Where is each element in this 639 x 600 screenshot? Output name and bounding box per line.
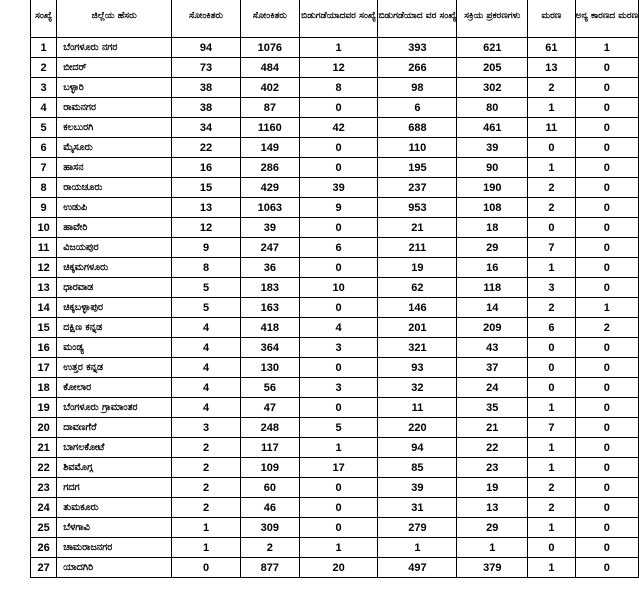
- header-new-infected: ಸೋಂಕಿತರು: [172, 0, 241, 38]
- cell-new-infected: 73: [172, 58, 241, 78]
- cell-serial: 22: [31, 458, 57, 478]
- cell-total-discharged: 201: [378, 318, 457, 338]
- cell-district: ಉಡುಪಿ: [57, 198, 172, 218]
- cell-total-discharged: 266: [378, 58, 457, 78]
- cell-total-discharged: 1: [378, 538, 457, 558]
- cell-discharged-today: 20: [299, 558, 378, 578]
- cell-district: ಬಳ್ಳಾರಿ: [57, 78, 172, 98]
- cell-discharged-today: 9: [299, 198, 378, 218]
- cell-serial: 14: [31, 298, 57, 318]
- cell-serial: 9: [31, 198, 57, 218]
- cell-serial: 15: [31, 318, 57, 338]
- cell-deaths: 2: [528, 478, 576, 498]
- cell-active-cases: 379: [457, 558, 528, 578]
- cell-other-deaths: 0: [575, 398, 638, 418]
- cell-other-deaths: 1: [575, 38, 638, 58]
- cell-new-infected: 4: [172, 358, 241, 378]
- cell-serial: 6: [31, 138, 57, 158]
- cell-total-discharged: 688: [378, 118, 457, 138]
- cell-new-infected: 12: [172, 218, 241, 238]
- cell-district: ಮೈಸೂರು: [57, 138, 172, 158]
- cell-discharged-today: 1: [299, 438, 378, 458]
- cell-discharged-today: 0: [299, 498, 378, 518]
- cell-active-cases: 18: [457, 218, 528, 238]
- table-row: [31, 478, 639, 498]
- cell-serial: 18: [31, 378, 57, 398]
- cell-serial: 1: [31, 38, 57, 58]
- cell-total-discharged: 953: [378, 198, 457, 218]
- cell-active-cases: 118: [457, 278, 528, 298]
- cell-new-infected: 16: [172, 158, 241, 178]
- cell-discharged-today: 0: [299, 98, 378, 118]
- cell-deaths: 2: [528, 498, 576, 518]
- cell-discharged-today: 1: [299, 38, 378, 58]
- cell-discharged-today: 0: [299, 478, 378, 498]
- cell-district: ದಕ್ಷಿಣ ಕನ್ನಡ: [57, 318, 172, 338]
- cell-district: ಬೆಳಗಾವಿ: [57, 518, 172, 538]
- table-row: [31, 418, 639, 438]
- cell-new-infected: 13: [172, 198, 241, 218]
- cell-district: ಕೋಲಾರ: [57, 378, 172, 398]
- cell-deaths: 1: [528, 518, 576, 538]
- cell-deaths: 2: [528, 178, 576, 198]
- cell-new-infected: 2: [172, 458, 241, 478]
- cell-active-cases: 13: [457, 498, 528, 518]
- table-row: [31, 518, 639, 538]
- cell-district: ಧಾರವಾಡ: [57, 278, 172, 298]
- cell-total-infected: 39: [240, 218, 299, 238]
- cell-district: ಹಾಸನ: [57, 158, 172, 178]
- cell-deaths: 13: [528, 58, 576, 78]
- cell-deaths: 0: [528, 538, 576, 558]
- cell-new-infected: 9: [172, 238, 241, 258]
- cell-discharged-today: 8: [299, 78, 378, 98]
- cell-district: ಬಾಗಲಕೋಟೆ: [57, 438, 172, 458]
- cell-district: ಹಾವೇರಿ: [57, 218, 172, 238]
- cell-other-deaths: 0: [575, 498, 638, 518]
- table-row: [31, 258, 639, 278]
- cell-serial: 4: [31, 98, 57, 118]
- cell-active-cases: 19: [457, 478, 528, 498]
- cell-district: ಬೆಂಗಳೂರು ಗ್ರಾಮಾಂತರ: [57, 398, 172, 418]
- cell-total-discharged: 195: [378, 158, 457, 178]
- cell-new-infected: 4: [172, 318, 241, 338]
- header-active-cases: ಸಕ್ರಿಯ ಪ್ರಕರಣಗಳು: [457, 0, 528, 38]
- cell-discharged-today: 42: [299, 118, 378, 138]
- cell-other-deaths: 0: [575, 58, 638, 78]
- cell-total-infected: 183: [240, 278, 299, 298]
- table-header-row: [31, 0, 639, 38]
- cell-serial: 11: [31, 238, 57, 258]
- header-deaths: ಮರಣ: [528, 0, 576, 38]
- cell-total-discharged: 39: [378, 478, 457, 498]
- table-row: [31, 38, 639, 58]
- table-row: [31, 538, 639, 558]
- cell-active-cases: 37: [457, 358, 528, 378]
- cell-total-discharged: 94: [378, 438, 457, 458]
- header-discharged-today: ಬಿಡುಗಡೆಯಾದವರ ಸಂಖ್ಯೆ: [299, 0, 378, 38]
- cell-total-infected: 130: [240, 358, 299, 378]
- cell-deaths: 11: [528, 118, 576, 138]
- header-serial: ಸಂಖ್ಯೆ: [31, 0, 57, 38]
- cell-other-deaths: 0: [575, 218, 638, 238]
- district-case-table: [30, 0, 639, 578]
- cell-total-discharged: 146: [378, 298, 457, 318]
- cell-new-infected: 4: [172, 398, 241, 418]
- cell-total-infected: 46: [240, 498, 299, 518]
- cell-deaths: 7: [528, 418, 576, 438]
- cell-active-cases: 108: [457, 198, 528, 218]
- cell-discharged-today: 3: [299, 378, 378, 398]
- cell-active-cases: 190: [457, 178, 528, 198]
- cell-total-infected: 247: [240, 238, 299, 258]
- cell-discharged-today: 0: [299, 138, 378, 158]
- cell-deaths: 0: [528, 218, 576, 238]
- cell-serial: 3: [31, 78, 57, 98]
- cell-new-infected: 3: [172, 418, 241, 438]
- header-total-infected: ಸೋಂಕಿತರು: [240, 0, 299, 38]
- cell-deaths: 2: [528, 298, 576, 318]
- cell-total-infected: 364: [240, 338, 299, 358]
- cell-discharged-today: 0: [299, 218, 378, 238]
- cell-total-infected: 418: [240, 318, 299, 338]
- cell-active-cases: 205: [457, 58, 528, 78]
- table-row: [31, 218, 639, 238]
- cell-new-infected: 15: [172, 178, 241, 198]
- cell-deaths: 0: [528, 378, 576, 398]
- cell-total-discharged: 237: [378, 178, 457, 198]
- cell-district: ಚಿಕ್ಕಬಳ್ಳಾಪುರ: [57, 298, 172, 318]
- cell-total-discharged: 497: [378, 558, 457, 578]
- cell-deaths: 1: [528, 258, 576, 278]
- cell-serial: 20: [31, 418, 57, 438]
- table-row: [31, 198, 639, 218]
- cell-new-infected: 1: [172, 518, 241, 538]
- table-row: [31, 438, 639, 458]
- cell-total-infected: 286: [240, 158, 299, 178]
- cell-total-infected: 484: [240, 58, 299, 78]
- cell-active-cases: 16: [457, 258, 528, 278]
- table-row: [31, 498, 639, 518]
- cell-active-cases: 14: [457, 298, 528, 318]
- cell-active-cases: 209: [457, 318, 528, 338]
- cell-new-infected: 4: [172, 378, 241, 398]
- table-row: [31, 138, 639, 158]
- cell-other-deaths: 0: [575, 458, 638, 478]
- cell-discharged-today: 0: [299, 258, 378, 278]
- cell-district: ರಾಮನಗರ: [57, 98, 172, 118]
- cell-other-deaths: 0: [575, 258, 638, 278]
- cell-discharged-today: 5: [299, 418, 378, 438]
- cell-serial: 26: [31, 538, 57, 558]
- cell-serial: 27: [31, 558, 57, 578]
- cell-total-discharged: 19: [378, 258, 457, 278]
- cell-total-discharged: 321: [378, 338, 457, 358]
- cell-other-deaths: 0: [575, 78, 638, 98]
- table-row: [31, 358, 639, 378]
- cell-serial: 25: [31, 518, 57, 538]
- cell-deaths: 1: [528, 558, 576, 578]
- cell-other-deaths: 0: [575, 378, 638, 398]
- cell-total-discharged: 32: [378, 378, 457, 398]
- cell-other-deaths: 0: [575, 118, 638, 138]
- cell-total-infected: 47: [240, 398, 299, 418]
- cell-new-infected: 94: [172, 38, 241, 58]
- cell-deaths: 2: [528, 198, 576, 218]
- cell-total-infected: 163: [240, 298, 299, 318]
- cell-total-discharged: 279: [378, 518, 457, 538]
- cell-discharged-today: 1: [299, 538, 378, 558]
- cell-active-cases: 29: [457, 518, 528, 538]
- cell-deaths: 0: [528, 338, 576, 358]
- cell-district: ಶಿವಮೊಗ್ಗ: [57, 458, 172, 478]
- cell-new-infected: 1: [172, 538, 241, 558]
- cell-total-infected: 1160: [240, 118, 299, 138]
- cell-other-deaths: 0: [575, 438, 638, 458]
- cell-other-deaths: 0: [575, 198, 638, 218]
- cell-other-deaths: 0: [575, 98, 638, 118]
- cell-discharged-today: 0: [299, 358, 378, 378]
- table-body: [31, 38, 639, 578]
- cell-active-cases: 39: [457, 138, 528, 158]
- cell-deaths: 1: [528, 158, 576, 178]
- cell-other-deaths: 0: [575, 418, 638, 438]
- cell-other-deaths: 0: [575, 178, 638, 198]
- cell-serial: 19: [31, 398, 57, 418]
- cell-total-discharged: 21: [378, 218, 457, 238]
- cell-active-cases: 621: [457, 38, 528, 58]
- cell-district: ವಿಜಯಪುರ: [57, 238, 172, 258]
- table-row: [31, 338, 639, 358]
- table-row: [31, 158, 639, 178]
- cell-total-infected: 1076: [240, 38, 299, 58]
- cell-serial: 10: [31, 218, 57, 238]
- cell-new-infected: 5: [172, 278, 241, 298]
- cell-total-infected: 309: [240, 518, 299, 538]
- cell-total-discharged: 11: [378, 398, 457, 418]
- table-row: [31, 458, 639, 478]
- cell-active-cases: 22: [457, 438, 528, 458]
- table-row: [31, 298, 639, 318]
- cell-total-discharged: 393: [378, 38, 457, 58]
- cell-total-infected: 117: [240, 438, 299, 458]
- cell-deaths: 3: [528, 278, 576, 298]
- cell-new-infected: 38: [172, 78, 241, 98]
- cell-total-infected: 149: [240, 138, 299, 158]
- cell-serial: 13: [31, 278, 57, 298]
- cell-total-discharged: 6: [378, 98, 457, 118]
- cell-total-infected: 877: [240, 558, 299, 578]
- cell-active-cases: 1: [457, 538, 528, 558]
- cell-new-infected: 2: [172, 478, 241, 498]
- cell-other-deaths: 0: [575, 478, 638, 498]
- cell-district: ಚಿಕ್ಕಮಗಳೂರು: [57, 258, 172, 278]
- cell-deaths: 1: [528, 438, 576, 458]
- cell-new-infected: 5: [172, 298, 241, 318]
- table-row: [31, 398, 639, 418]
- cell-active-cases: 43: [457, 338, 528, 358]
- cell-deaths: 2: [528, 78, 576, 98]
- header-other-deaths: ಅನ್ಯ ಕಾರಣದ ಮರಣ: [575, 0, 638, 38]
- table-row: [31, 378, 639, 398]
- cell-total-discharged: 98: [378, 78, 457, 98]
- cell-deaths: 6: [528, 318, 576, 338]
- cell-active-cases: 302: [457, 78, 528, 98]
- cell-serial: 24: [31, 498, 57, 518]
- cell-deaths: 61: [528, 38, 576, 58]
- cell-other-deaths: 0: [575, 338, 638, 358]
- cell-total-infected: 1063: [240, 198, 299, 218]
- cell-discharged-today: 17: [299, 458, 378, 478]
- cell-new-infected: 38: [172, 98, 241, 118]
- cell-serial: 21: [31, 438, 57, 458]
- cell-new-infected: 4: [172, 338, 241, 358]
- cell-district: ದಾವಣಗೆರೆ: [57, 418, 172, 438]
- cell-active-cases: 35: [457, 398, 528, 418]
- cell-active-cases: 24: [457, 378, 528, 398]
- cell-active-cases: 80: [457, 98, 528, 118]
- cell-other-deaths: 0: [575, 238, 638, 258]
- cell-serial: 5: [31, 118, 57, 138]
- cell-district: ಮಂಡ್ಯ: [57, 338, 172, 358]
- cell-serial: 8: [31, 178, 57, 198]
- cell-discharged-today: 39: [299, 178, 378, 198]
- cell-new-infected: 2: [172, 438, 241, 458]
- cell-discharged-today: 6: [299, 238, 378, 258]
- cell-total-discharged: 220: [378, 418, 457, 438]
- cell-district: ಉತ್ತರ ಕನ್ನಡ: [57, 358, 172, 378]
- cell-serial: 7: [31, 158, 57, 178]
- cell-deaths: 0: [528, 138, 576, 158]
- table-row: [31, 178, 639, 198]
- cell-deaths: 1: [528, 458, 576, 478]
- cell-new-infected: 34: [172, 118, 241, 138]
- cell-discharged-today: 0: [299, 518, 378, 538]
- cell-total-infected: 36: [240, 258, 299, 278]
- cell-district: ಬೀದರ್: [57, 58, 172, 78]
- cell-district: ಕಲಬುರಗಿ: [57, 118, 172, 138]
- cell-new-infected: 22: [172, 138, 241, 158]
- cell-active-cases: 23: [457, 458, 528, 478]
- table-row: [31, 78, 639, 98]
- table-row: [31, 58, 639, 78]
- cell-other-deaths: 0: [575, 538, 638, 558]
- cell-active-cases: 21: [457, 418, 528, 438]
- cell-other-deaths: 2: [575, 318, 638, 338]
- cell-discharged-today: 12: [299, 58, 378, 78]
- cell-serial: 16: [31, 338, 57, 358]
- cell-discharged-today: 0: [299, 298, 378, 318]
- cell-total-infected: 56: [240, 378, 299, 398]
- cell-deaths: 0: [528, 358, 576, 378]
- header-district: ಜಿಲ್ಲೆಯ ಹೆಸರು: [57, 0, 172, 38]
- cell-district: ಬೆಂಗಳೂರು ನಗರ: [57, 38, 172, 58]
- cell-serial: 17: [31, 358, 57, 378]
- cell-total-infected: 87: [240, 98, 299, 118]
- cell-active-cases: 29: [457, 238, 528, 258]
- cell-total-infected: 248: [240, 418, 299, 438]
- cell-discharged-today: 10: [299, 278, 378, 298]
- cell-serial: 23: [31, 478, 57, 498]
- table-row: [31, 238, 639, 258]
- cell-discharged-today: 0: [299, 158, 378, 178]
- cell-district: ತುಮಕೂರು: [57, 498, 172, 518]
- cell-active-cases: 461: [457, 118, 528, 138]
- cell-total-infected: 2: [240, 538, 299, 558]
- cell-serial: 12: [31, 258, 57, 278]
- cell-total-infected: 109: [240, 458, 299, 478]
- table-row: [31, 278, 639, 298]
- cell-deaths: 1: [528, 398, 576, 418]
- cell-district: ಯಾದಗಿರಿ: [57, 558, 172, 578]
- cell-deaths: 1: [528, 98, 576, 118]
- cell-total-discharged: 93: [378, 358, 457, 378]
- cell-total-discharged: 85: [378, 458, 457, 478]
- cell-other-deaths: 1: [575, 298, 638, 318]
- cell-active-cases: 90: [457, 158, 528, 178]
- cell-new-infected: 2: [172, 498, 241, 518]
- cell-total-discharged: 31: [378, 498, 457, 518]
- cell-deaths: 7: [528, 238, 576, 258]
- cell-total-discharged: 211: [378, 238, 457, 258]
- header-total-discharged: ಬಿಡುಗಡೆಯಾದ ವರ ಸಂಖ್ಯೆ: [378, 0, 457, 38]
- cell-new-infected: 0: [172, 558, 241, 578]
- cell-other-deaths: 0: [575, 358, 638, 378]
- cell-total-discharged: 62: [378, 278, 457, 298]
- table-row: [31, 318, 639, 338]
- cell-total-infected: 60: [240, 478, 299, 498]
- cell-other-deaths: 0: [575, 158, 638, 178]
- cell-discharged-today: 4: [299, 318, 378, 338]
- cell-total-infected: 402: [240, 78, 299, 98]
- cell-other-deaths: 0: [575, 558, 638, 578]
- cell-other-deaths: 0: [575, 278, 638, 298]
- cell-other-deaths: 0: [575, 518, 638, 538]
- cell-district: ಗದಗ: [57, 478, 172, 498]
- cell-other-deaths: 0: [575, 138, 638, 158]
- cell-total-infected: 429: [240, 178, 299, 198]
- cell-discharged-today: 3: [299, 338, 378, 358]
- table-row: [31, 558, 639, 578]
- cell-discharged-today: 0: [299, 398, 378, 418]
- cell-new-infected: 8: [172, 258, 241, 278]
- cell-serial: 2: [31, 58, 57, 78]
- district-table-wrapper: [30, 0, 639, 578]
- cell-district: ಚಾಮರಾಜನಗರ: [57, 538, 172, 558]
- cell-total-discharged: 110: [378, 138, 457, 158]
- table-row: [31, 118, 639, 138]
- table-row: [31, 98, 639, 118]
- cell-district: ರಾಯಚೂರು: [57, 178, 172, 198]
